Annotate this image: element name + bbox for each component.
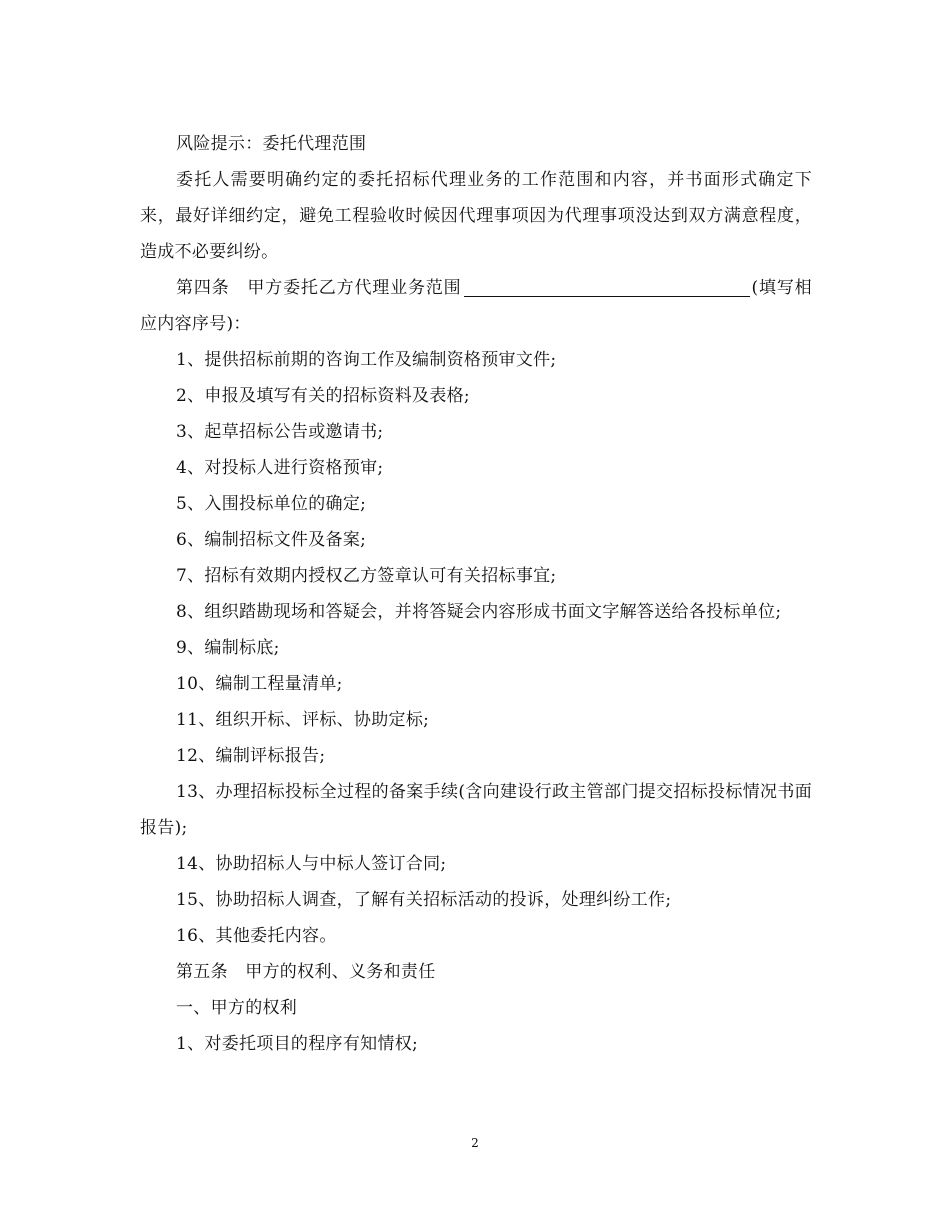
list-item: 4、对投标人进行资格预审; (176, 458, 384, 478)
page-number: 2 (471, 1136, 479, 1150)
list-item: 13、办理招标投标全过程的备案手续(含向建设行政主管部门提交招标投标情况书面报告); (140, 782, 812, 838)
list-item: 10、编制工程量清单; (176, 674, 343, 694)
list-item: 1、对委托项目的程序有知情权; (176, 1034, 419, 1054)
list-item: 6、编制招标文件及备案; (176, 530, 367, 550)
article-5-heading: 第五条 甲方的权利、义务和责任 (176, 962, 436, 982)
section-heading: 一、甲方的权利 (176, 998, 298, 1018)
fill-in-blank (464, 278, 750, 297)
list-item: 7、招标有效期内授权乙方签章认可有关招标事宜; (176, 566, 557, 586)
list-item: 16、其他委托内容。 (176, 926, 337, 946)
document-body (140, 126, 812, 1062)
list-item: 15、协助招标人调查，了解有关招标活动的投诉，处理纠纷工作; (176, 890, 672, 910)
article-4-prefix: 第四条 甲方委托乙方代理业务范围 (176, 278, 462, 298)
list-item: 9、编制标底; (176, 638, 280, 658)
risk-tip-heading: 风险提示：委托代理范围 (176, 134, 367, 154)
list-item: 11、组织开标、评标、协助定标; (176, 710, 430, 730)
risk-tip-paragraph: 委托人需要明确约定的委托招标代理业务的工作范围和内容，并书面形式确定下来，最好详细约定，避免工程验收时候因代理事项因为代理事项没达到双方满意程度，造成不必要纠纷。 (140, 170, 812, 262)
article-4 (140, 270, 812, 342)
article-4-suffix: (填写相应内容序号)： (140, 278, 812, 334)
list-item: 2、申报及填写有关的招标资料及表格; (176, 386, 470, 406)
list-item: 12、编制评标报告; (176, 746, 326, 766)
list-item: 14、协助招标人与中标人签订合同; (176, 854, 447, 874)
list-item: 1、提供招标前期的咨询工作及编制资格预审文件; (176, 350, 557, 370)
list-item: 5、入围投标单位的确定; (176, 494, 367, 514)
list-item: 8、组织踏勘现场和答疑会，并将答疑会内容形成书面文字解答送给各投标单位; (176, 602, 782, 622)
list-item: 3、起草招标公告或邀请书; (176, 422, 384, 442)
